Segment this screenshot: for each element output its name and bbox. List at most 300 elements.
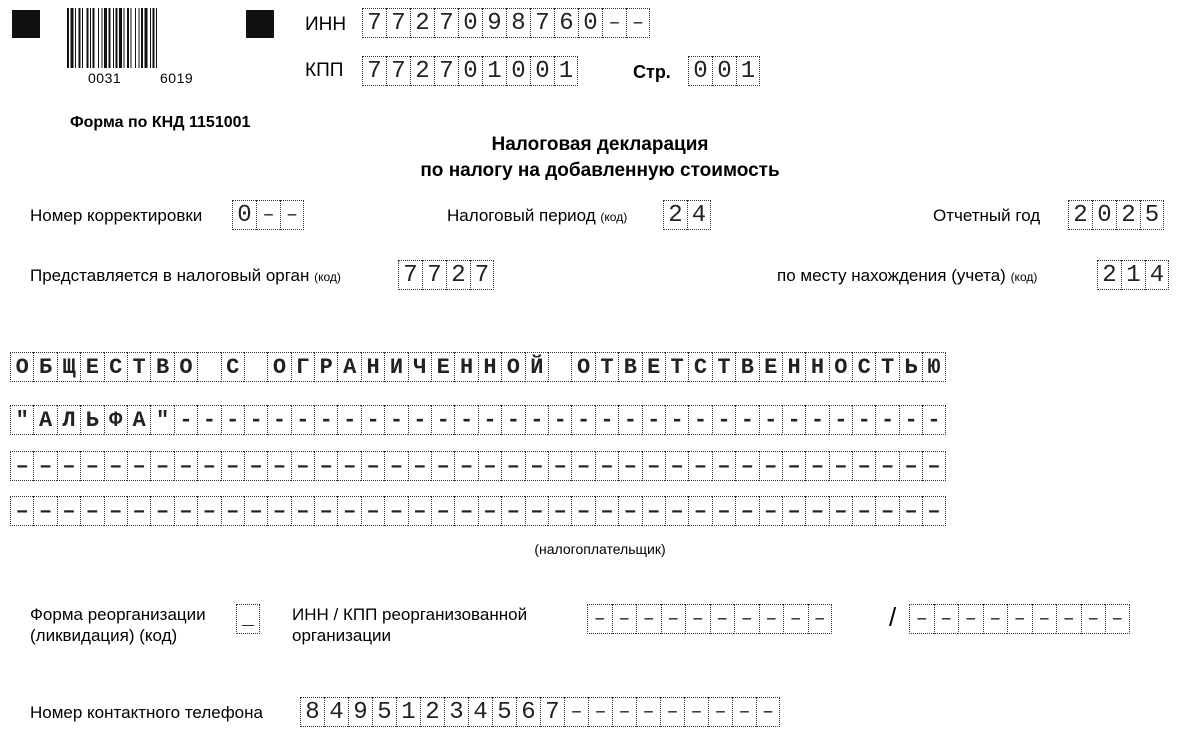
char-cell[interactable]: - — [291, 405, 314, 435]
char-cell[interactable]: 7 — [422, 260, 446, 290]
char-cell[interactable]: - — [759, 405, 782, 435]
char-cell[interactable]: - — [525, 405, 548, 435]
authority-code-hint: (код) — [314, 270, 341, 284]
barcode-number-right: 6019 — [160, 70, 194, 86]
char-cell[interactable]: - — [174, 405, 197, 435]
char-cell[interactable]: 7 — [362, 56, 386, 86]
reorg-inn-cells[interactable] — [587, 604, 832, 634]
char-cell[interactable]: – — [685, 604, 710, 634]
char-cell[interactable]: А — [337, 352, 360, 382]
barcode-bar — [141, 8, 143, 68]
char-cell[interactable]: – — [708, 697, 732, 727]
char-cell[interactable]: - — [875, 405, 898, 435]
char-cell[interactable]: 6 — [516, 697, 540, 727]
char-cell[interactable]: – — [10, 496, 33, 526]
reorg-kpp-cells[interactable] — [909, 604, 1130, 634]
char-cell[interactable]: 5 — [492, 697, 516, 727]
char-cell[interactable]: 7 — [362, 8, 386, 38]
char-cell[interactable]: С — [852, 352, 875, 382]
char-cell[interactable]: - — [408, 405, 431, 435]
reorg-inn-kpp-label-line2: организации — [292, 626, 392, 645]
char-cell[interactable]: 0 — [458, 8, 482, 38]
char-cell[interactable]: – — [337, 451, 360, 481]
barcode-bar — [127, 8, 129, 68]
char-cell[interactable]: - — [267, 405, 290, 435]
char-cell[interactable]: – — [80, 496, 103, 526]
char-cell[interactable]: – — [618, 496, 641, 526]
char-cell[interactable]: - — [571, 405, 594, 435]
char-cell[interactable]: Ч — [408, 352, 431, 382]
barcode-bar — [93, 8, 95, 68]
char-cell[interactable]: 8 — [300, 697, 324, 727]
char-cell[interactable]: Ю — [922, 352, 945, 382]
char-cell[interactable] — [548, 352, 571, 382]
char-cell[interactable]: Е — [431, 352, 454, 382]
correction-cells[interactable] — [232, 200, 304, 230]
char-cell[interactable]: - — [384, 405, 407, 435]
char-cell[interactable]: О — [267, 352, 290, 382]
char-cell[interactable]: 7 — [386, 8, 410, 38]
char-cell[interactable]: В — [150, 352, 173, 382]
char-cell[interactable]: О — [174, 352, 197, 382]
char-cell[interactable]: – — [1007, 604, 1032, 634]
char-cell[interactable]: – — [899, 496, 922, 526]
char-cell[interactable]: 7 — [434, 56, 458, 86]
char-cell[interactable]: – — [665, 496, 688, 526]
char-cell[interactable]: Т — [875, 352, 898, 382]
char-cell[interactable]: - — [548, 405, 571, 435]
reorg-form-label-line2: (ликвидация) (код) — [30, 626, 178, 645]
barcode-bar — [104, 8, 107, 68]
char-cell[interactable]: 2 — [1097, 260, 1121, 290]
char-cell[interactable]: И — [384, 352, 407, 382]
char-cell[interactable]: – — [983, 604, 1008, 634]
char-cell[interactable]: Л — [57, 405, 80, 435]
char-cell[interactable]: - — [782, 405, 805, 435]
char-cell[interactable]: 7 — [398, 260, 422, 290]
char-cell[interactable]: – — [197, 451, 220, 481]
char-cell[interactable]: – — [256, 200, 280, 230]
char-cell[interactable]: – — [688, 451, 711, 481]
char-cell[interactable]: О — [501, 352, 524, 382]
char-cell[interactable]: – — [454, 451, 477, 481]
char-cell[interactable]: - — [688, 405, 711, 435]
char-cell[interactable]: – — [710, 604, 735, 634]
char-cell[interactable]: – — [642, 496, 665, 526]
char-cell[interactable]: – — [150, 451, 173, 481]
char-cell[interactable]: – — [922, 496, 945, 526]
char-cell[interactable]: – — [661, 604, 686, 634]
char-cell[interactable]: – — [174, 496, 197, 526]
char-cell[interactable] — [244, 352, 267, 382]
char-cell[interactable]: 1 — [396, 697, 420, 727]
char-cell[interactable]: 2 — [1116, 200, 1140, 230]
char-cell[interactable]: Н — [805, 352, 828, 382]
char-cell[interactable]: – — [501, 496, 524, 526]
char-cell[interactable]: – — [688, 496, 711, 526]
char-cell[interactable]: – — [783, 604, 808, 634]
char-cell[interactable]: 8 — [506, 8, 530, 38]
barcode-bar — [98, 8, 99, 68]
char-cell[interactable]: - — [735, 405, 758, 435]
char-cell[interactable]: Н — [361, 352, 384, 382]
char-cell[interactable]: – — [280, 200, 304, 230]
char-cell[interactable]: Б — [33, 352, 56, 382]
barcode-bar — [135, 8, 136, 68]
char-cell[interactable]: – — [1081, 604, 1106, 634]
barcode-bar — [156, 8, 157, 68]
char-cell[interactable]: 0 — [578, 8, 602, 38]
form-title-line1: Налоговая декларация — [491, 134, 709, 155]
char-cell[interactable]: – — [548, 496, 571, 526]
char-cell[interactable]: Г — [291, 352, 314, 382]
char-cell[interactable]: – — [1105, 604, 1130, 634]
char-cell[interactable]: О — [829, 352, 852, 382]
char-cell[interactable]: – — [612, 697, 636, 727]
char-cell[interactable]: 7 — [470, 260, 494, 290]
year-cells[interactable] — [1068, 200, 1164, 230]
char-cell[interactable]: – — [501, 451, 524, 481]
char-cell[interactable]: 1 — [736, 56, 760, 86]
page-label: Стр. — [633, 62, 671, 82]
char-cell[interactable]: – — [759, 451, 782, 481]
char-cell[interactable]: - — [899, 405, 922, 435]
char-cell[interactable]: 2 — [410, 8, 434, 38]
corner-marker-left — [12, 10, 40, 38]
char-cell[interactable]: – — [756, 697, 780, 727]
char-cell[interactable]: – — [431, 451, 454, 481]
char-cell[interactable]: Е — [80, 352, 103, 382]
char-cell[interactable]: - — [314, 405, 337, 435]
char-cell[interactable]: – — [782, 496, 805, 526]
char-cell[interactable]: – — [782, 451, 805, 481]
authority-label — [30, 266, 341, 286]
char-cell[interactable]: Е — [642, 352, 665, 382]
char-cell[interactable]: – — [197, 496, 220, 526]
char-cell[interactable]: – — [587, 604, 612, 634]
char-cell[interactable]: 5 — [1140, 200, 1164, 230]
char-cell[interactable]: - — [361, 405, 384, 435]
location-label — [777, 266, 1037, 286]
char-cell[interactable]: 2 — [446, 260, 470, 290]
char-cell[interactable]: Ф — [104, 405, 127, 435]
taxpayer-caption: (налогоплательщик) — [534, 541, 666, 557]
char-cell[interactable]: 0 — [1092, 200, 1116, 230]
char-cell[interactable]: Т — [127, 352, 150, 382]
char-cell[interactable]: 0 — [530, 56, 554, 86]
char-cell[interactable]: 7 — [434, 8, 458, 38]
char-cell[interactable]: – — [805, 496, 828, 526]
char-cell[interactable]: – — [595, 496, 618, 526]
char-cell[interactable]: - — [337, 405, 360, 435]
char-cell[interactable] — [197, 352, 220, 382]
char-cell[interactable]: – — [478, 496, 501, 526]
char-cell[interactable]: В — [735, 352, 758, 382]
location-label-text: по месту нахождения (учета) — [777, 266, 1006, 285]
taxpayer-row-3[interactable] — [10, 451, 946, 481]
char-cell[interactable]: 1 — [554, 56, 578, 86]
char-cell[interactable]: – — [267, 451, 290, 481]
char-cell[interactable]: - — [922, 405, 945, 435]
char-cell[interactable]: – — [384, 451, 407, 481]
period-label — [447, 206, 627, 226]
char-cell[interactable]: – — [408, 496, 431, 526]
char-cell[interactable]: В — [618, 352, 641, 382]
char-cell[interactable]: 4 — [468, 697, 492, 727]
char-cell[interactable]: – — [909, 604, 934, 634]
char-cell[interactable]: Н — [782, 352, 805, 382]
char-cell[interactable]: – — [291, 451, 314, 481]
char-cell[interactable]: 4 — [687, 200, 711, 230]
char-cell[interactable]: 1 — [482, 56, 506, 86]
char-cell[interactable]: – — [595, 451, 618, 481]
char-cell[interactable]: 4 — [1145, 260, 1169, 290]
char-cell[interactable]: – — [127, 451, 150, 481]
char-cell[interactable]: 0 — [712, 56, 736, 86]
char-cell[interactable]: – — [1056, 604, 1081, 634]
barcode-bar — [116, 8, 118, 68]
char-cell[interactable]: 7 — [540, 697, 564, 727]
char-cell[interactable]: Е — [759, 352, 782, 382]
char-cell[interactable]: 7 — [386, 56, 410, 86]
correction-label: Номер корректировки — [30, 206, 203, 225]
char-cell[interactable]: – — [735, 496, 758, 526]
inn-cells[interactable] — [362, 8, 650, 38]
char-cell[interactable]: – — [525, 451, 548, 481]
barcode-bar — [109, 8, 111, 68]
char-cell[interactable]: 5 — [372, 697, 396, 727]
char-cell[interactable]: – — [958, 604, 983, 634]
char-cell[interactable]: – — [602, 8, 626, 38]
char-cell[interactable]: – — [267, 496, 290, 526]
char-cell[interactable]: – — [291, 496, 314, 526]
char-cell[interactable]: - — [478, 405, 501, 435]
char-cell[interactable]: – — [80, 451, 103, 481]
barcode-bar — [71, 8, 74, 68]
page-cells[interactable] — [688, 56, 760, 86]
char-cell[interactable]: 1 — [1121, 260, 1145, 290]
reorg-form-cells[interactable] — [236, 604, 260, 634]
char-cell[interactable]: Н — [454, 352, 477, 382]
taxpayer-row-1[interactable] — [10, 352, 946, 382]
char-cell[interactable]: – — [829, 451, 852, 481]
char-cell[interactable]: – — [612, 604, 637, 634]
knd-code: Форма по КНД 1151001 — [70, 114, 251, 131]
char-cell[interactable]: – — [636, 604, 661, 634]
char-cell[interactable]: – — [564, 697, 588, 727]
char-cell[interactable]: – — [899, 451, 922, 481]
char-cell[interactable]: Т — [595, 352, 618, 382]
char-cell[interactable]: – — [571, 496, 594, 526]
char-cell[interactable]: – — [660, 697, 684, 727]
char-cell[interactable]: – — [805, 451, 828, 481]
char-cell[interactable]: – — [735, 451, 758, 481]
char-cell[interactable]: – — [626, 8, 650, 38]
authority-cells[interactable] — [398, 260, 494, 290]
char-cell[interactable]: - — [618, 405, 641, 435]
char-cell[interactable]: – — [808, 604, 833, 634]
taxpayer-row-4[interactable] — [10, 496, 946, 526]
char-cell[interactable]: - — [221, 405, 244, 435]
char-cell[interactable]: - — [805, 405, 828, 435]
char-cell[interactable]: – — [852, 496, 875, 526]
char-cell[interactable]: – — [408, 451, 431, 481]
char-cell[interactable]: 0 — [232, 200, 256, 230]
char-cell[interactable]: О — [571, 352, 594, 382]
char-cell[interactable]: – — [454, 496, 477, 526]
barcode-bar — [153, 8, 155, 68]
char-cell[interactable]: – — [875, 496, 898, 526]
char-cell[interactable]: - — [197, 405, 220, 435]
char-cell[interactable]: 9 — [348, 697, 372, 727]
char-cell[interactable]: Р — [314, 352, 337, 382]
char-cell[interactable]: – — [314, 496, 337, 526]
char-cell[interactable]: – — [57, 496, 80, 526]
char-cell[interactable]: – — [384, 496, 407, 526]
char-cell[interactable]: " — [150, 405, 173, 435]
char-cell[interactable]: 2 — [420, 697, 444, 727]
char-cell[interactable]: – — [431, 496, 454, 526]
location-cells[interactable] — [1097, 260, 1169, 290]
char-cell[interactable]: 9 — [482, 8, 506, 38]
char-cell[interactable]: С — [688, 352, 711, 382]
char-cell[interactable]: - — [501, 405, 524, 435]
char-cell[interactable]: – — [244, 496, 267, 526]
char-cell[interactable]: – — [127, 496, 150, 526]
char-cell[interactable]: Ь — [899, 352, 922, 382]
char-cell[interactable]: – — [571, 451, 594, 481]
char-cell[interactable]: - — [454, 405, 477, 435]
char-cell[interactable]: – — [525, 496, 548, 526]
char-cell[interactable]: - — [829, 405, 852, 435]
char-cell[interactable]: – — [712, 451, 735, 481]
char-cell[interactable]: С — [104, 352, 127, 382]
barcode-bar — [102, 8, 103, 68]
char-cell[interactable]: Й — [525, 352, 548, 382]
char-cell[interactable]: 0 — [506, 56, 530, 86]
barcode — [65, 8, 223, 68]
char-cell[interactable]: – — [588, 697, 612, 727]
char-cell[interactable]: – — [361, 496, 384, 526]
char-cell[interactable]: – — [174, 451, 197, 481]
char-cell[interactable]: 2 — [410, 56, 434, 86]
char-cell[interactable]: А — [33, 405, 56, 435]
char-cell[interactable]: – — [1032, 604, 1057, 634]
barcode-bar — [79, 8, 81, 68]
char-cell[interactable]: - — [595, 405, 618, 435]
barcode-bar — [75, 8, 76, 68]
barcode-bar — [139, 8, 140, 68]
char-cell[interactable]: _ — [236, 604, 260, 634]
char-cell[interactable]: Щ — [57, 352, 80, 382]
reorg-inn-kpp-label-line1: ИНН / КПП реорганизованной — [292, 605, 528, 624]
barcode-bar — [113, 8, 114, 68]
char-cell[interactable]: – — [337, 496, 360, 526]
form-title-line2: по налогу на добавленную стоимость — [420, 160, 780, 181]
char-cell[interactable]: – — [665, 451, 688, 481]
char-cell[interactable]: - — [665, 405, 688, 435]
char-cell[interactable]: – — [150, 496, 173, 526]
char-cell[interactable]: – — [922, 451, 945, 481]
char-cell[interactable]: - — [244, 405, 267, 435]
char-cell[interactable]: – — [314, 451, 337, 481]
char-cell[interactable]: – — [104, 451, 127, 481]
char-cell[interactable]: – — [852, 451, 875, 481]
char-cell[interactable]: – — [221, 451, 244, 481]
char-cell[interactable]: Т — [665, 352, 688, 382]
char-cell[interactable]: – — [934, 604, 959, 634]
char-cell[interactable]: – — [104, 496, 127, 526]
char-cell[interactable]: – — [636, 697, 660, 727]
taxpayer-row-2[interactable] — [10, 405, 946, 435]
period-cells[interactable] — [663, 200, 711, 230]
char-cell[interactable]: - — [642, 405, 665, 435]
char-cell[interactable]: – — [221, 496, 244, 526]
char-cell[interactable]: – — [684, 697, 708, 727]
char-cell[interactable]: 7 — [530, 8, 554, 38]
char-cell[interactable]: А — [127, 405, 150, 435]
char-cell[interactable]: - — [852, 405, 875, 435]
char-cell[interactable]: 6 — [554, 8, 578, 38]
char-cell[interactable]: " — [10, 405, 33, 435]
period-code-hint: (код) — [600, 210, 628, 224]
inn-label: ИНН — [305, 14, 347, 35]
char-cell[interactable]: 0 — [688, 56, 712, 86]
char-cell[interactable]: 2 — [1068, 200, 1092, 230]
char-cell[interactable]: - — [431, 405, 454, 435]
barcode-bar — [150, 8, 151, 68]
char-cell[interactable]: Ь — [80, 405, 103, 435]
char-cell[interactable]: – — [642, 451, 665, 481]
barcode-bar — [131, 8, 132, 68]
kpp-label: КПП — [305, 60, 344, 81]
char-cell[interactable]: – — [734, 604, 759, 634]
char-cell[interactable]: 0 — [458, 56, 482, 86]
kpp-cells[interactable] — [362, 56, 578, 86]
char-cell[interactable]: – — [618, 451, 641, 481]
period-label-text: Налоговый период — [447, 206, 596, 225]
char-cell[interactable]: Т — [712, 352, 735, 382]
char-cell[interactable]: – — [759, 604, 784, 634]
char-cell[interactable]: – — [875, 451, 898, 481]
char-cell[interactable]: 2 — [663, 200, 687, 230]
phone-cells[interactable] — [300, 697, 780, 727]
char-cell[interactable]: С — [221, 352, 244, 382]
char-cell[interactable]: – — [478, 451, 501, 481]
char-cell[interactable]: – — [759, 496, 782, 526]
char-cell[interactable]: – — [57, 451, 80, 481]
char-cell[interactable]: 4 — [324, 697, 348, 727]
char-cell[interactable]: О — [10, 352, 33, 382]
char-cell[interactable]: Н — [478, 352, 501, 382]
char-cell[interactable]: – — [244, 451, 267, 481]
char-cell[interactable]: – — [712, 496, 735, 526]
char-cell[interactable]: – — [33, 451, 56, 481]
char-cell[interactable]: – — [361, 451, 384, 481]
barcode-bar — [87, 8, 89, 68]
char-cell[interactable]: – — [33, 496, 56, 526]
corner-marker-right — [246, 10, 274, 38]
barcode-bar — [82, 8, 83, 68]
char-cell[interactable]: – — [10, 451, 33, 481]
char-cell[interactable]: – — [732, 697, 756, 727]
barcode-number-left: 0031 — [88, 70, 122, 86]
char-cell[interactable]: – — [548, 451, 571, 481]
char-cell[interactable]: - — [712, 405, 735, 435]
barcode-bar — [124, 8, 125, 68]
char-cell[interactable]: 3 — [444, 697, 468, 727]
char-cell[interactable]: – — [829, 496, 852, 526]
